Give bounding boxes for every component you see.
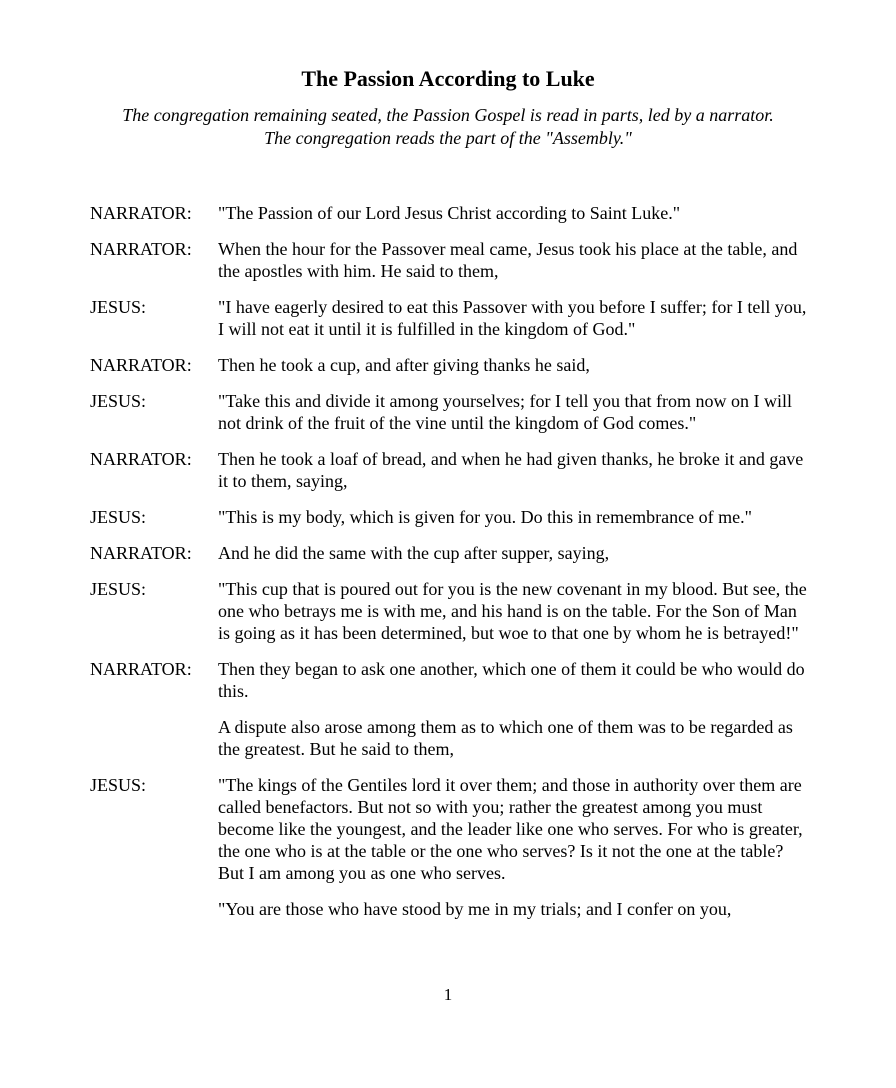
script-entry xyxy=(90,658,820,702)
script-entry xyxy=(90,506,820,528)
script-entry xyxy=(90,390,820,434)
speaker-label: JESUS: xyxy=(90,775,147,795)
speaker-label: NARRATOR: xyxy=(90,449,192,469)
speaker-label: NARRATOR: xyxy=(90,355,192,375)
speaker-label xyxy=(90,898,218,920)
script-entry xyxy=(90,448,820,492)
speaker-line: "This cup that is poured out for you is the new covenant in my blood. But see, the one who betrays me is with me, and his hand is on the table. For the Son of Man is going as it has been determined, but woe to that one by whom he is betrayed!" xyxy=(218,579,807,643)
speaker-label: NARRATOR: xyxy=(90,239,192,259)
speaker-line: "Take this and divide it among yourselves; for I tell you that from now on I will not drink of the fruit of the vine until the kingdom of God comes." xyxy=(218,391,792,433)
speaker-line: Then he took a loaf of bread, and when he had given thanks, he broke it and gave it to them, saying, xyxy=(218,449,804,491)
script-entry xyxy=(90,898,820,920)
script-entries xyxy=(90,202,820,934)
speaker-line: "You are those who have stood by me in my trials; and I confer on you, xyxy=(218,899,732,919)
script-entry xyxy=(90,238,820,282)
speaker-label: JESUS: xyxy=(90,507,147,527)
speaker-line: "The kings of the Gentiles lord it over them; and those in authority over them are called benefactors. But not so with you; rather the greatest among you must become like the youngest, and the leader like one who serves. For who is greater, the one who is at the table or the one who serves? Is it not the one at the table? But I am among you as one who serves. xyxy=(218,775,803,883)
speaker-label xyxy=(90,716,218,760)
script-entry xyxy=(90,354,820,376)
script-entry xyxy=(90,542,820,564)
speaker-line: When the hour for the Passover meal came, Jesus took his place at the table, and the apostles with him. He said to them, xyxy=(218,239,798,281)
script-entry xyxy=(90,716,820,760)
speaker-line: "The Passion of our Lord Jesus Christ according to Saint Luke." xyxy=(218,203,681,223)
speaker-line: "I have eagerly desired to eat this Passover with you before I suffer; for I tell you, I will not eat it until it is fulfilled in the kingdom of God." xyxy=(218,297,807,339)
speaker-label: NARRATOR: xyxy=(90,203,192,223)
page-title: The Passion According to Luke xyxy=(301,66,595,91)
speaker-label: JESUS: xyxy=(90,297,147,317)
speaker-label: JESUS: xyxy=(90,391,147,411)
script-entry xyxy=(90,202,820,224)
script-entry xyxy=(90,774,820,884)
speaker-line: Then he took a cup, and after giving thanks he said, xyxy=(218,355,590,375)
speaker-label: NARRATOR: xyxy=(90,543,192,563)
speaker-label: JESUS: xyxy=(90,579,147,599)
page-number: 1 xyxy=(443,985,453,1004)
speaker-line: A dispute also arose among them as to which one of them was to be regarded as the greatest. But he said to them, xyxy=(218,717,793,759)
page-subtitle: The congregation remaining seated, the Passion Gospel is read in parts, led by a narrator. The congregation reads the part of the "Assembly." xyxy=(122,105,774,148)
speaker-label: NARRATOR: xyxy=(90,659,192,679)
script-entry xyxy=(90,578,820,644)
speaker-line: And he did the same with the cup after supper, saying, xyxy=(218,543,610,563)
speaker-line: "This is my body, which is given for you. Do this in remembrance of me." xyxy=(218,507,752,527)
speaker-line: Then they began to ask one another, which one of them it could be who would do this. xyxy=(218,659,805,701)
script-entry xyxy=(90,296,820,340)
